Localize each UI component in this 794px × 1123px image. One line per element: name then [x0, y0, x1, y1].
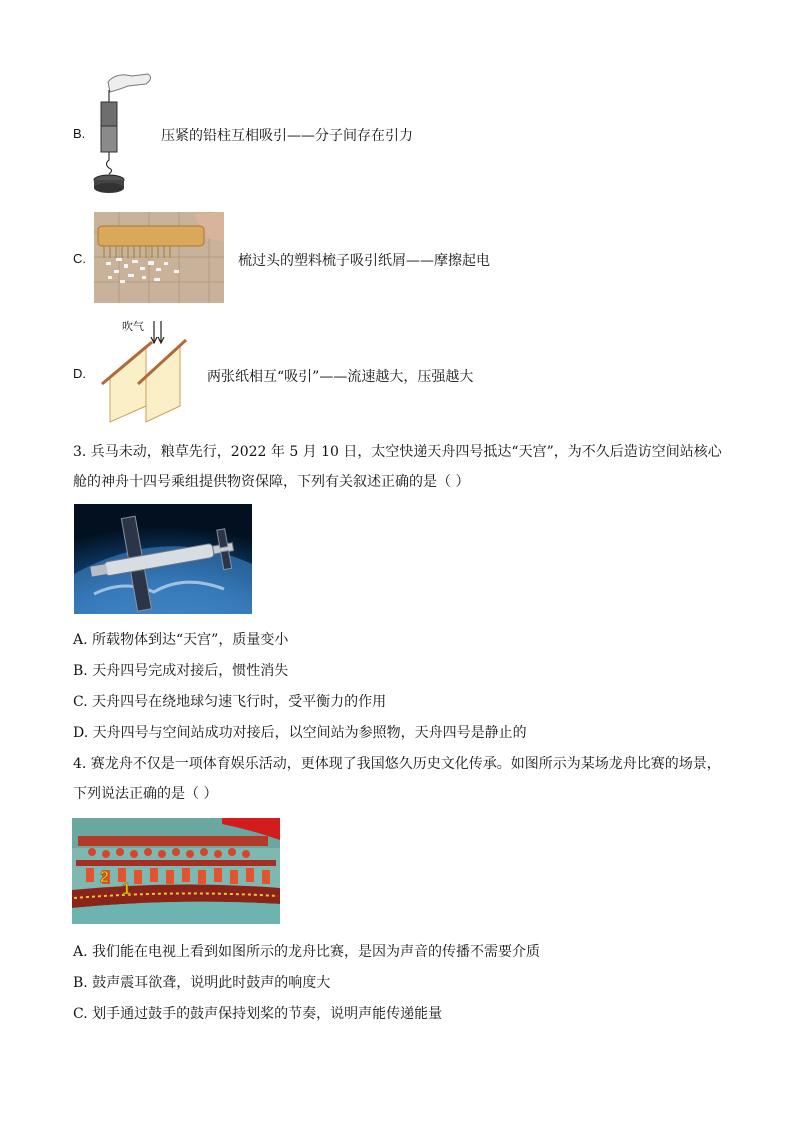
dragon-boat-race-photo — [72, 818, 280, 924]
question-3-option-a: A. 所载物体到达“天宫”，质量变小 — [73, 632, 289, 648]
option-b-text: 压紧的铅柱互相吸引——分子间存在引力 — [161, 128, 413, 144]
option-d-text: 两张纸相互“吸引”——流速越大，压强越大 — [207, 369, 474, 385]
option-c-text: 梳过头的塑料梳子吸引纸屑——摩擦起电 — [238, 253, 490, 269]
question-4-option-a: A. 我们能在电视上看到如图所示的龙舟比赛，是因为声音的传播不需要介质 — [73, 944, 541, 960]
option-c-label: C. — [73, 251, 86, 266]
space-station-photo — [74, 504, 252, 614]
question-4-option-b: B. 鼓声震耳欲聋，说明此时鼓声的响度大 — [73, 975, 331, 991]
two-paper-sheets-figure — [98, 318, 190, 426]
question-3-option-c: C. 天舟四号在绕地球匀速飞行时，受平衡力的作用 — [73, 694, 387, 710]
question-4-line-2: 下列说法正确的是（ ） — [73, 786, 218, 802]
question-3-option-d: D. 天舟四号与空间站成功对接后，以空间站为参照物，天舟四号是静止的 — [73, 725, 527, 741]
question-4-line-1: 4. 赛龙舟不仅是一项体育娱乐活动，更体现了我国悠久历史文化传承。如图所示为某场龙舟比赛的场景， — [73, 756, 721, 772]
boat-number-1: 1 — [122, 881, 131, 898]
question-3-option-b: B. 天舟四号完成对接后，惯性消失 — [73, 663, 289, 679]
lead-cylinders-figure — [88, 70, 158, 200]
question-4-option-c: C. 划手通过鼓手的鼓声保持划桨的节奏，说明声能传递能量 — [73, 1006, 443, 1022]
blow-caption: 吹气 — [122, 320, 144, 333]
boat-number-2: 2 — [100, 869, 109, 886]
comb-paper-photo — [94, 212, 224, 303]
question-3-line-1: 3. 兵马未动，粮草先行，2022 年 5 月 10 日，太空快递天舟四号抵达“天宫”，为不久后造访空间站核心 — [73, 444, 722, 460]
option-d-label: D. — [73, 366, 86, 381]
question-3-line-2: 舱的神舟十四号乘组提供物资保障，下列有关叙述正确的是（ ） — [73, 474, 470, 490]
option-b-label: B. — [73, 126, 86, 141]
